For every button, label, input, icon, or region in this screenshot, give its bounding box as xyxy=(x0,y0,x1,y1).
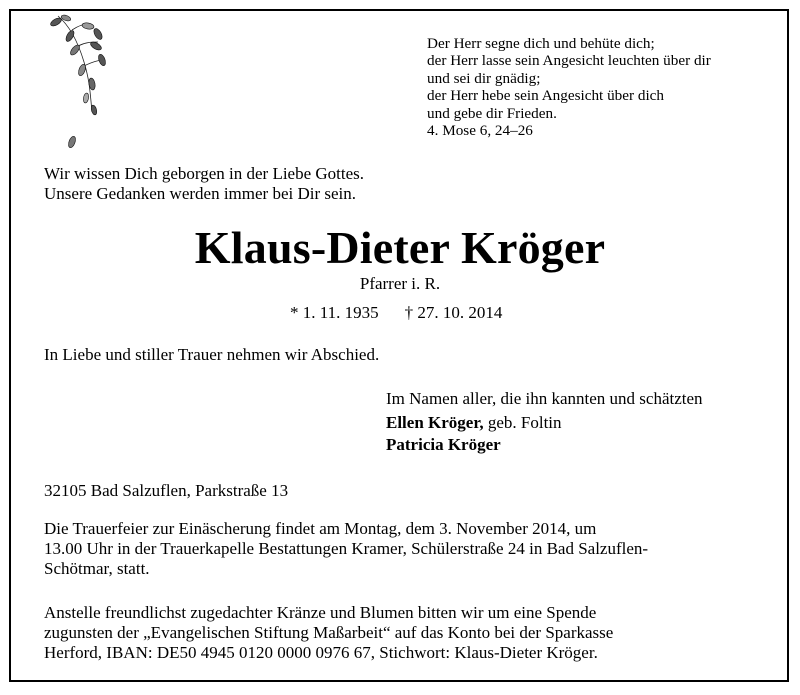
scripture-line: und sei dir gnädig; xyxy=(427,69,541,87)
mourner-entry xyxy=(386,412,703,434)
death-date: † 27. 10. 2014 xyxy=(404,303,503,322)
memorial-quote xyxy=(44,164,364,204)
donation-line: Herford, IBAN: DE50 4945 0120 0000 0976 67, Stichwort: Klaus-Dieter Kröger. xyxy=(44,643,598,662)
mourners-block xyxy=(386,388,703,456)
scripture-verse xyxy=(427,35,777,139)
ceremony-info xyxy=(44,519,648,579)
scripture-line: der Herr lasse sein Angesicht leuchten über dir xyxy=(427,52,711,70)
ceremony-line: Die Trauerfeier zur Einäscherung findet am Montag, dem 3. November 2014, um xyxy=(44,519,597,538)
mourners-intro: Im Namen aller, die ihn kannten und schätzten xyxy=(386,389,703,408)
donation-info xyxy=(44,603,613,663)
farewell-text: In Liebe und stiller Trauer nehmen wir Abschied. xyxy=(44,345,380,364)
birth-date: * 1. 11. 1935 xyxy=(290,303,379,322)
scripture-reference: 4. Mose 6, 24–26 xyxy=(427,122,533,140)
scripture-line: Der Herr segne dich und behüte dich; xyxy=(427,35,655,52)
leaf-branch-icon xyxy=(48,12,110,152)
donation-line: zugunsten der „Evangelischen Stiftung Maßarbeit“ auf das Konto bei der Sparkasse xyxy=(44,623,614,642)
quote-line: Unsere Gedanken werden immer bei Dir sein. xyxy=(44,184,357,203)
scripture-line: und gebe dir Frieden. xyxy=(427,104,557,122)
deceased-title: Pfarrer i. R. xyxy=(359,274,441,293)
quote-line: Wir wissen Dich geborgen in der Liebe Gottes. xyxy=(44,164,365,183)
mourner-maiden-name: geb. Foltin xyxy=(483,413,562,432)
ceremony-line: Schötmar, statt. xyxy=(44,559,150,578)
family-address: 32105 Bad Salzuflen, Parkstraße 13 xyxy=(44,481,289,500)
life-dates xyxy=(290,303,502,323)
mourner-name: Ellen Kröger, xyxy=(386,413,484,432)
donation-line: Anstelle freundlichst zugedachter Kränze und Blumen bitten wir um eine Spende xyxy=(44,603,597,622)
mourner-name: Patricia Kröger xyxy=(386,435,501,454)
deceased-name: Klaus-Dieter Kröger xyxy=(194,222,606,273)
ceremony-line: 13.00 Uhr in der Trauerkapelle Bestattungen Kramer, Schülerstraße 24 in Bad Salzuflen- xyxy=(44,539,649,558)
scripture-line: der Herr hebe sein Angesicht über dich xyxy=(427,87,665,105)
